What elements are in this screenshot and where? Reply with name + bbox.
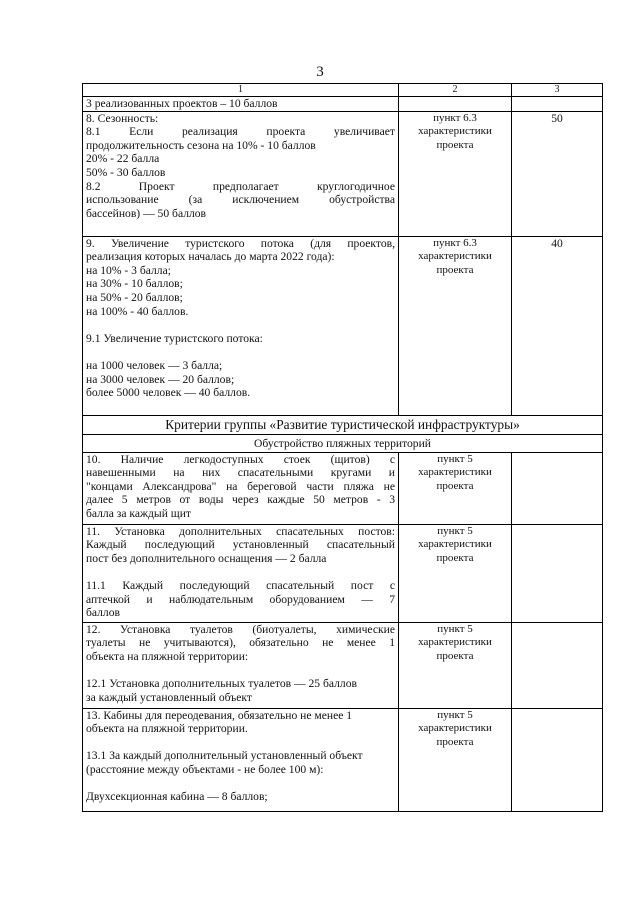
criterion-text: 11. Установка дополнительных спасательных постов: Каждый последующий установленный спасательный пост без дополнительного оснащения — 2 балла 11.1 Каждый последующий спасательный пост с аптечкой и наблюдательным оборудованием — 7 баллов xyxy=(83,524,399,622)
table-row-8 xyxy=(83,111,603,236)
criteria-table xyxy=(82,83,603,812)
header-col-2: 2 xyxy=(399,84,512,97)
criterion-text: 8. Сезонность: 8.1 Если реализация проекта увеличивает продолжительность сезона на 10% - 10 баллов 20% - 22 балла 50% - 30 баллов 8.2 Проект предполагает круглогодичное использование (за исключением обустройства бассейнов) — 50 баллов xyxy=(83,111,399,236)
score-cell xyxy=(512,524,603,622)
criterion-text: 9. Увеличение туристского потока (для проектов, реализация которых началась до марта 2022 года): на 10% - 3 балла; на 30% - 10 баллов; на 50% - 20 баллов; на 100% - 40 баллов. 9.1 Увеличение туристского потока: на 1000 человек — 3 балла; на 3000 человек — 20 баллов; более 5000 человек — 40 баллов. xyxy=(83,236,399,415)
reference-cell: пункт 5 характеристики проекта xyxy=(399,452,512,524)
reference-cell: пункт 6.3 характеристики проекта xyxy=(399,236,512,415)
score-cell: 40 xyxy=(512,236,603,415)
score-cell xyxy=(512,708,603,811)
section-title: Обустройство пляжных территорий xyxy=(83,434,603,452)
table-row-9 xyxy=(83,236,603,415)
table-row-11 xyxy=(83,524,603,622)
score-cell xyxy=(512,97,603,112)
criterion-text: 10. Наличие легкодоступных стоек (щитов) с навешенными на них спасательными кругами и "концами Александрова" на береговой части пляжа не далее 5 метров от воды через каждые 50 метров - 3 балла за каждый щит xyxy=(83,452,399,524)
reference-cell xyxy=(399,97,512,112)
table-header-row xyxy=(83,84,603,97)
group-title-row xyxy=(83,415,603,434)
group-title: Критерии группы «Развитие туристической инфраструктуры» xyxy=(83,415,603,434)
header-col-1: 1 xyxy=(83,84,399,97)
table-row-13 xyxy=(83,708,603,811)
header-col-3: 3 xyxy=(512,84,603,97)
score-cell xyxy=(512,622,603,708)
score-cell: 50 xyxy=(512,111,603,236)
table-row-10 xyxy=(83,452,603,524)
section-title-row xyxy=(83,434,603,452)
criterion-text: 12. Установка туалетов (биотуалеты, химические туалеты не учитываются), обязательно не менее 1 объекта на пляжной территории: 12.1 Установка дополнительных туалетов — 25 баллов за каждый установленный объект xyxy=(83,622,399,708)
criterion-text: 13. Кабины для переодевания, обязательно не менее 1 объекта на пляжной территории. 13.1 За каждый дополнительный установленный объект (расстояние между объектами - не более 100 м): Двухсекционная кабина — 8 баллов; xyxy=(83,708,399,811)
table-row-prev xyxy=(83,97,603,112)
table-row-12 xyxy=(83,622,603,708)
criterion-text: 3 реализованных проектов – 10 баллов xyxy=(83,97,399,112)
reference-cell: пункт 5 характеристики проекта xyxy=(399,524,512,622)
reference-cell: пункт 5 характеристики проекта xyxy=(399,622,512,708)
reference-cell: пункт 6.3 характеристики проекта xyxy=(399,111,512,236)
page-number: 3 xyxy=(316,64,324,80)
score-cell xyxy=(512,452,603,524)
reference-cell: пункт 5 характеристики проекта xyxy=(399,708,512,811)
